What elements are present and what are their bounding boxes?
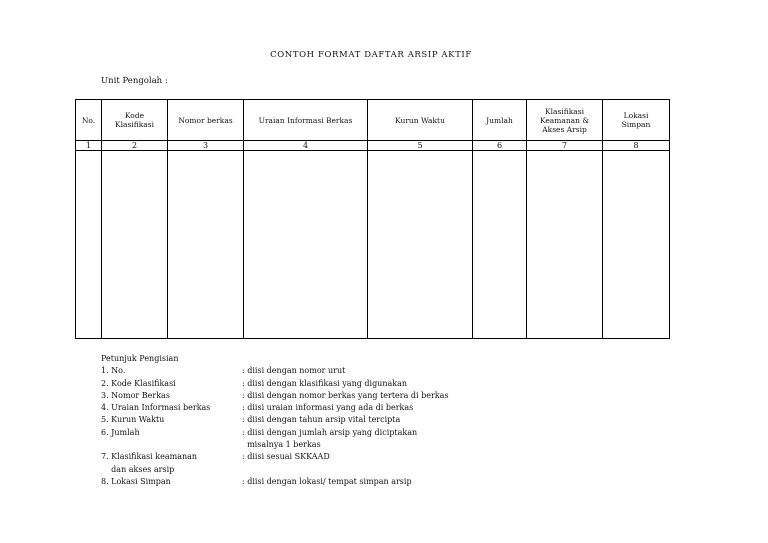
instruction-desc: : diisi sesuai SKKAAD bbox=[242, 452, 330, 462]
instruction-desc: : diisi dengan nomor urut bbox=[242, 366, 346, 376]
filling-instructions bbox=[101, 353, 449, 488]
column-number: 3 bbox=[168, 141, 244, 151]
instruction-item bbox=[101, 464, 178, 476]
header-klasifikasi-keamanan: Klasifikasi Keamanan & Akses Arsip bbox=[527, 100, 603, 141]
table-header-row bbox=[76, 100, 670, 141]
instruction-desc: : diisi dengan lokasi/ tempat simpan arsip bbox=[242, 476, 412, 486]
instruction-desc: : diisi dengan nomor berkas yang tertera di berkas bbox=[242, 390, 449, 400]
instruction-item bbox=[101, 390, 449, 402]
column-number: 6 bbox=[473, 141, 527, 151]
header-kurun-waktu: Kurun Waktu bbox=[368, 100, 473, 141]
instruction-item bbox=[101, 378, 408, 390]
instruction-label: 1. No. bbox=[101, 366, 126, 376]
header-no: No. bbox=[76, 100, 102, 141]
instruction-desc: misalnya 1 berkas bbox=[242, 440, 321, 450]
instruction-label: 4. Uraian Informasi berkas bbox=[101, 403, 211, 413]
column-number: 5 bbox=[368, 141, 473, 151]
empty-cell bbox=[527, 151, 603, 339]
column-number: 4 bbox=[244, 141, 368, 151]
empty-cell bbox=[368, 151, 473, 339]
instruction-desc: : diisi dengan jumlah arsip yang diciptakan bbox=[242, 427, 418, 437]
instruction-label: 3. Nomor Berkas bbox=[101, 390, 170, 400]
unit-pengolah-label: Unit Pengolah : bbox=[101, 76, 168, 86]
instruction-desc: : diisi dengan tahun arsip vital tercipta bbox=[242, 415, 401, 425]
instruction-desc: : diisi dengan klasifikasi yang digunakan bbox=[242, 378, 408, 388]
instruction-desc: : diisi uraian informasi yang ada di berkas bbox=[242, 403, 414, 413]
instruction-item bbox=[101, 402, 414, 414]
instruction-item bbox=[101, 439, 321, 451]
empty-cell bbox=[603, 151, 670, 339]
empty-cell bbox=[102, 151, 168, 339]
column-number: 2 bbox=[102, 141, 168, 151]
instruction-item bbox=[101, 365, 346, 377]
empty-cell bbox=[244, 151, 368, 339]
empty-cell bbox=[473, 151, 527, 339]
empty-data-row bbox=[76, 151, 670, 339]
header-jumlah: Jumlah bbox=[473, 100, 527, 141]
column-number-row bbox=[76, 141, 670, 151]
instructions-heading: Petunjuk Pengisian bbox=[101, 354, 179, 363]
header-kode-klasifikasi: Kode Klasifikasi bbox=[102, 100, 168, 141]
empty-cell bbox=[168, 151, 244, 339]
instruction-label: 5. Kurun Waktu bbox=[101, 415, 165, 425]
instruction-item bbox=[101, 414, 401, 426]
column-number: 1 bbox=[76, 141, 102, 151]
header-lokasi-simpan: Lokasi Simpan bbox=[603, 100, 670, 141]
header-nomor-berkas: Nomor berkas bbox=[168, 100, 244, 141]
column-number: 7 bbox=[527, 141, 603, 151]
instruction-label: 2. Kode Klasifikasi bbox=[101, 378, 176, 388]
column-number: 8 bbox=[603, 141, 670, 151]
document-title: CONTOH FORMAT DAFTAR ARSIP AKTIF bbox=[270, 50, 472, 60]
instruction-label: 6. Jumlah bbox=[101, 427, 140, 437]
instruction-item bbox=[101, 451, 330, 463]
instruction-item bbox=[101, 476, 412, 488]
instruction-item bbox=[101, 427, 418, 439]
header-uraian-informasi: Uraian Informasi Berkas bbox=[244, 100, 368, 141]
instruction-label: dan akses arsip bbox=[101, 464, 175, 474]
empty-cell bbox=[76, 151, 102, 339]
instruction-label: 8. Lokasi Simpan bbox=[101, 476, 171, 486]
archive-list-table bbox=[75, 99, 670, 339]
instruction-label: 7. Klasifikasi keamanan bbox=[101, 452, 198, 462]
